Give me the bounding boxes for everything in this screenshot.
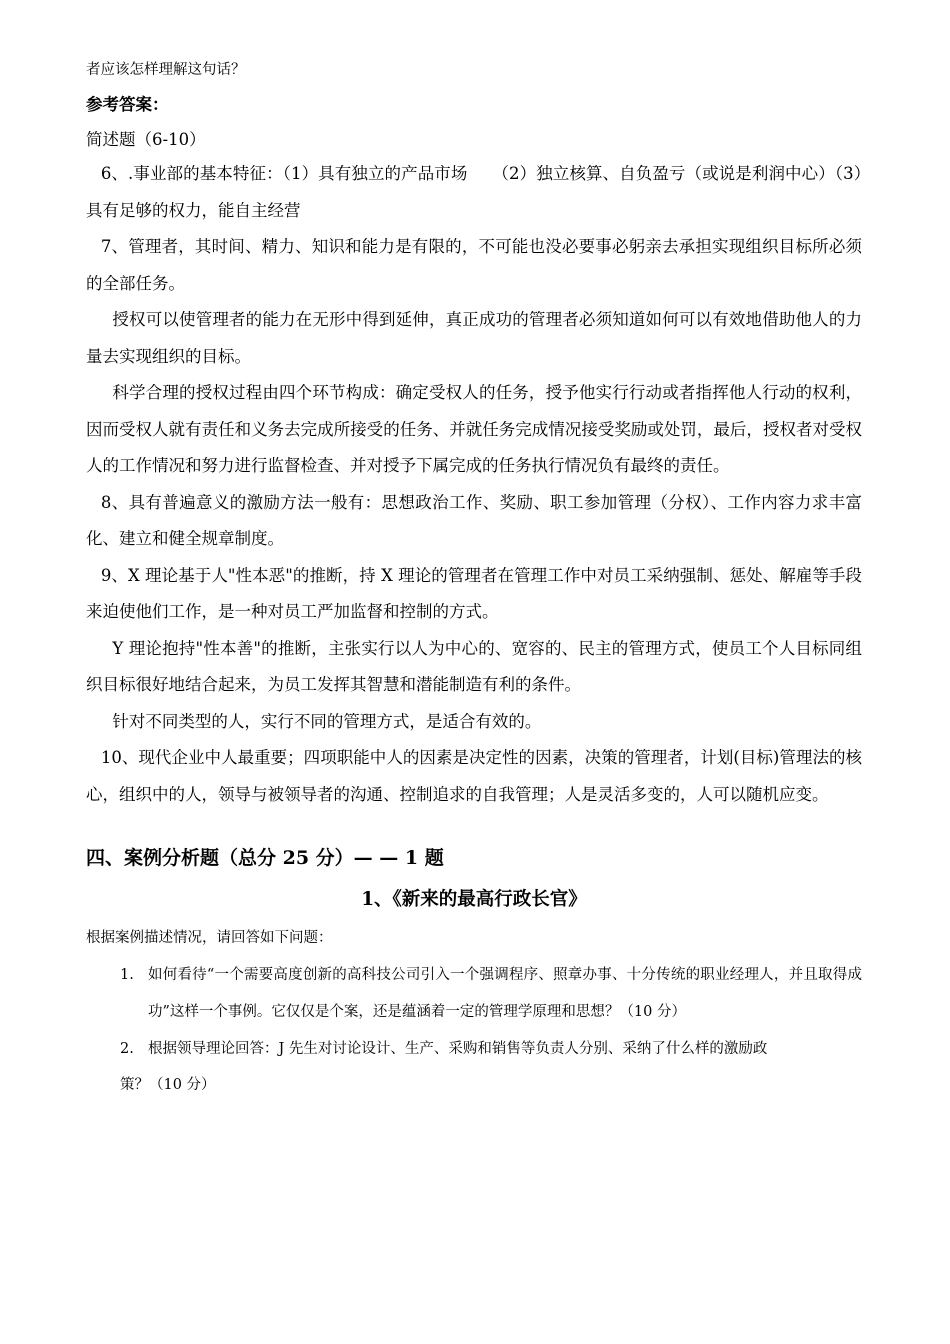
answer-paragraph: 6、.事业部的基本特征：（1）具有独立的产品市场 （2）独立核算、自负盈亏（或说是利润中心）（3）具有足够的权力，能自主经营 <box>86 164 862 220</box>
answer-paragraph: Y 理论抱持"性本善"的推断，主张实行以人为中心的、宽容的、民主的管理方式，使员工个人目标同组织目标很好地结合起来，为员工发挥其智慧和潜能制造有利的条件。 <box>86 638 862 694</box>
short-answer-heading: 简述题（6-10） <box>86 130 206 149</box>
list-item-number: 1. <box>120 967 134 983</box>
section-heading: 四、案例分析题（总分 25 分）— — 1 题 <box>86 847 444 869</box>
tail-line: 策？（10 分） <box>120 1077 216 1093</box>
answer-paragraph: 10、现代企业中人最重要；四项职能中人的因素是决定性的因素，决策的管理者，计划(目标)管理法的核心，组织中的人，领导与被领导者的沟通、控制追求的自我管理；人是灵活多变的，人可以随机应变。 <box>86 748 862 804</box>
answer-heading: 参考答案： <box>86 95 169 114</box>
answer-paragraph: 针对不同类型的人，实行不同的管理方式，是适合有效的。 <box>112 711 542 731</box>
list-item-number: 2. <box>120 1041 134 1057</box>
answer-list <box>86 156 862 813</box>
document-page <box>86 58 862 1100</box>
answer-paragraph: 科学合理的授权过程由四个环节构成：确定受权人的任务，授予他实行行动或者指挥他人行动的权利，因而受权人就有责任和义务去完成所接受的任务、并就任务完成情况接受奖励或处罚，最后，授权者对受权人的工作情况和努力进行监督检查、并对授予下属完成的任务执行情况负有最终的责任。 <box>86 383 862 475</box>
question-list <box>86 957 862 1068</box>
list-item-text: 如何看待“一个需要高度创新的高科技公司引入一个强调程序、照章办事、十分传统的职业经理人，并且取得成功”这样一个事例。它仅仅是个案，还是蕴涵着一定的管理学原理和思想？（10 分） <box>148 967 862 1020</box>
list-item <box>86 1031 862 1068</box>
answer-paragraph: 授权可以使管理者的能力在无形中得到延伸，真正成功的管理者必须知道如何可以有效地借助他人的力量去实现组织的目标。 <box>86 310 862 366</box>
answer-paragraph: 7、管理者，其时间、精力、知识和能力是有限的，不可能也没必要事必躬亲去承担实现组织目标所必须的全部任务。 <box>86 237 862 293</box>
case-title: 1、《新来的最高行政长官》 <box>361 889 587 910</box>
answer-paragraph: 9、X 理论基于人"性本恶"的推断，持 X 理论的管理者在管理工作中对员工采纳强制、惩处、解雇等手段来迫使他们工作，是一种对员工严加监督和控制的方式。 <box>86 565 862 621</box>
case-intro: 根据案例描述情况，请回答如下问题： <box>86 930 333 946</box>
list-item-text: 根据领导理论回答：J 先生对讨论设计、生产、采购和销售等负责人分别、采纳了什么样的激励政 <box>148 1041 768 1057</box>
answer-paragraph: 8、具有普遍意义的激励方法一般有：思想政治工作、奖励、职工参加管理（分权）、工作内容力求丰富化、建立和健全规章制度。 <box>86 492 862 548</box>
lead-line: 者应该怎样理解这句话？ <box>86 62 246 78</box>
list-item <box>86 957 862 1031</box>
